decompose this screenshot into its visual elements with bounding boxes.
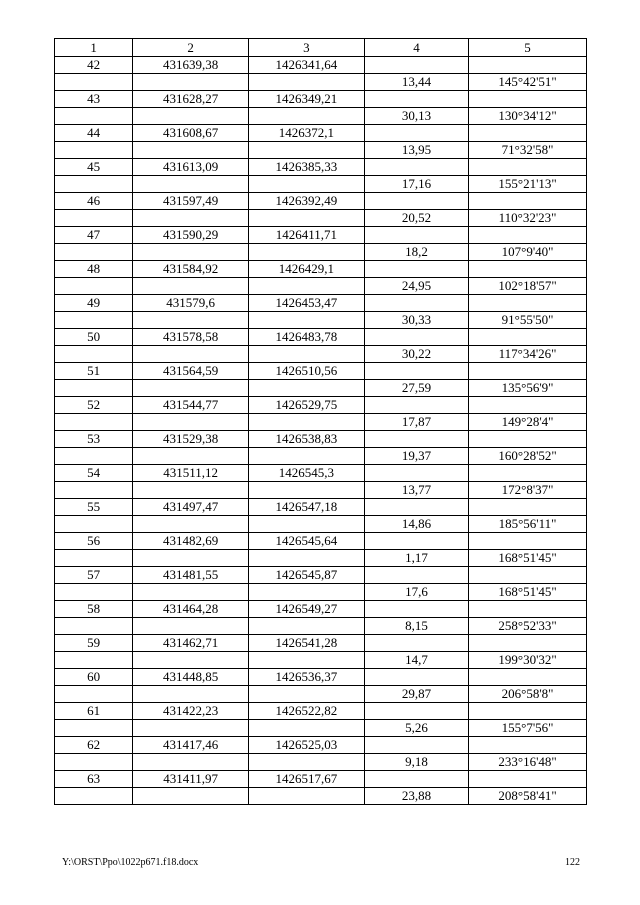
y-coordinate-cell: 1426372,1 [249, 125, 365, 142]
table-row [55, 584, 587, 601]
empty-cell [469, 397, 587, 414]
table-row [55, 312, 587, 329]
empty-cell [55, 686, 133, 703]
x-coordinate-cell: 431497,47 [133, 499, 249, 516]
y-coordinate-cell: 1426385,33 [249, 159, 365, 176]
empty-cell [133, 74, 249, 91]
empty-cell [249, 584, 365, 601]
coordinates-table [54, 38, 587, 805]
table-row [55, 414, 587, 431]
empty-cell [133, 482, 249, 499]
point-number-cell: 63 [55, 771, 133, 788]
empty-cell [469, 703, 587, 720]
y-coordinate-cell: 1426545,3 [249, 465, 365, 482]
empty-cell [364, 159, 468, 176]
distance-cell: 19,37 [364, 448, 468, 465]
distance-cell: 30,33 [364, 312, 468, 329]
point-number-cell: 55 [55, 499, 133, 516]
empty-cell [364, 567, 468, 584]
empty-cell [249, 652, 365, 669]
y-coordinate-cell: 1426411,71 [249, 227, 365, 244]
empty-cell [249, 618, 365, 635]
empty-cell [249, 482, 365, 499]
empty-cell [469, 227, 587, 244]
distance-cell: 13,44 [364, 74, 468, 91]
empty-cell [249, 278, 365, 295]
empty-cell [249, 176, 365, 193]
empty-cell [249, 448, 365, 465]
header-cell-4: 4 [364, 39, 468, 57]
y-coordinate-cell: 1426545,64 [249, 533, 365, 550]
empty-cell [55, 550, 133, 567]
empty-cell [249, 74, 365, 91]
point-number-cell: 46 [55, 193, 133, 210]
empty-cell [249, 516, 365, 533]
empty-cell [133, 448, 249, 465]
empty-cell [364, 193, 468, 210]
distance-cell: 5,26 [364, 720, 468, 737]
table-row [55, 482, 587, 499]
empty-cell [364, 91, 468, 108]
table-row [55, 125, 587, 142]
x-coordinate-cell: 431584,92 [133, 261, 249, 278]
x-coordinate-cell: 431511,12 [133, 465, 249, 482]
table-row [55, 669, 587, 686]
table-row [55, 210, 587, 227]
table-row [55, 516, 587, 533]
table-row [55, 550, 587, 567]
empty-cell [249, 550, 365, 567]
empty-cell [364, 771, 468, 788]
empty-cell [469, 159, 587, 176]
bearing-angle-cell: 145°42'51" [469, 74, 587, 91]
empty-cell [133, 414, 249, 431]
empty-cell [249, 312, 365, 329]
x-coordinate-cell: 431422,23 [133, 703, 249, 720]
table-row [55, 788, 587, 805]
table-row [55, 431, 587, 448]
empty-cell [133, 618, 249, 635]
y-coordinate-cell: 1426541,28 [249, 635, 365, 652]
header-cell-3: 3 [249, 39, 365, 57]
y-coordinate-cell: 1426522,82 [249, 703, 365, 720]
empty-cell [55, 176, 133, 193]
distance-cell: 24,95 [364, 278, 468, 295]
y-coordinate-cell: 1426483,78 [249, 329, 365, 346]
empty-cell [469, 193, 587, 210]
empty-cell [133, 516, 249, 533]
empty-cell [55, 448, 133, 465]
empty-cell [133, 380, 249, 397]
distance-cell: 30,22 [364, 346, 468, 363]
table-row [55, 771, 587, 788]
bearing-angle-cell: 199°30'32" [469, 652, 587, 669]
table-row [55, 74, 587, 91]
table-row [55, 465, 587, 482]
bearing-angle-cell: 172°8'37" [469, 482, 587, 499]
x-coordinate-cell: 431597,49 [133, 193, 249, 210]
empty-cell [364, 227, 468, 244]
empty-cell [55, 482, 133, 499]
y-coordinate-cell: 1426392,49 [249, 193, 365, 210]
empty-cell [364, 669, 468, 686]
x-coordinate-cell: 431464,28 [133, 601, 249, 618]
point-number-cell: 43 [55, 91, 133, 108]
x-coordinate-cell: 431590,29 [133, 227, 249, 244]
point-number-cell: 53 [55, 431, 133, 448]
y-coordinate-cell: 1426538,83 [249, 431, 365, 448]
empty-cell [469, 261, 587, 278]
table-row [55, 176, 587, 193]
table-row [55, 448, 587, 465]
point-number-cell: 50 [55, 329, 133, 346]
empty-cell [364, 533, 468, 550]
bearing-angle-cell: 206°58'8" [469, 686, 587, 703]
distance-cell: 9,18 [364, 754, 468, 771]
bearing-angle-cell: 107°9'40" [469, 244, 587, 261]
distance-cell: 13,95 [364, 142, 468, 159]
empty-cell [55, 380, 133, 397]
table-row [55, 261, 587, 278]
distance-cell: 29,87 [364, 686, 468, 703]
y-coordinate-cell: 1426510,56 [249, 363, 365, 380]
empty-cell [364, 329, 468, 346]
empty-cell [133, 686, 249, 703]
empty-cell [133, 754, 249, 771]
x-coordinate-cell: 431564,59 [133, 363, 249, 380]
table-row [55, 329, 587, 346]
empty-cell [55, 108, 133, 125]
empty-cell [55, 210, 133, 227]
point-number-cell: 47 [55, 227, 133, 244]
bearing-angle-cell: 102°18'57" [469, 278, 587, 295]
distance-cell: 23,88 [364, 788, 468, 805]
empty-cell [469, 363, 587, 380]
y-coordinate-cell: 1426536,37 [249, 669, 365, 686]
empty-cell [249, 210, 365, 227]
distance-cell: 13,77 [364, 482, 468, 499]
empty-cell [133, 210, 249, 227]
empty-cell [55, 652, 133, 669]
empty-cell [469, 499, 587, 516]
table-row [55, 193, 587, 210]
table-row [55, 295, 587, 312]
empty-cell [55, 414, 133, 431]
empty-cell [469, 669, 587, 686]
table-row [55, 91, 587, 108]
empty-cell [55, 346, 133, 363]
table-row [55, 754, 587, 771]
empty-cell [469, 91, 587, 108]
point-number-cell: 58 [55, 601, 133, 618]
bearing-angle-cell: 208°58'41" [469, 788, 587, 805]
table-row [55, 499, 587, 516]
distance-cell: 14,7 [364, 652, 468, 669]
point-number-cell: 61 [55, 703, 133, 720]
point-number-cell: 52 [55, 397, 133, 414]
point-number-cell: 60 [55, 669, 133, 686]
table-row [55, 57, 587, 74]
empty-cell [55, 788, 133, 805]
distance-cell: 8,15 [364, 618, 468, 635]
table-row [55, 244, 587, 261]
empty-cell [133, 584, 249, 601]
x-coordinate-cell: 431608,67 [133, 125, 249, 142]
bearing-angle-cell: 233°16'48" [469, 754, 587, 771]
empty-cell [364, 737, 468, 754]
empty-cell [55, 516, 133, 533]
empty-cell [469, 329, 587, 346]
y-coordinate-cell: 1426525,03 [249, 737, 365, 754]
x-coordinate-cell: 431462,71 [133, 635, 249, 652]
distance-cell: 14,86 [364, 516, 468, 533]
y-coordinate-cell: 1426517,67 [249, 771, 365, 788]
empty-cell [364, 499, 468, 516]
point-number-cell: 42 [55, 57, 133, 74]
empty-cell [133, 176, 249, 193]
x-coordinate-cell: 431628,27 [133, 91, 249, 108]
empty-cell [364, 601, 468, 618]
point-number-cell: 45 [55, 159, 133, 176]
empty-cell [55, 312, 133, 329]
empty-cell [55, 278, 133, 295]
empty-cell [133, 652, 249, 669]
empty-cell [249, 414, 365, 431]
table-row [55, 533, 587, 550]
empty-cell [469, 431, 587, 448]
x-coordinate-cell: 431417,46 [133, 737, 249, 754]
empty-cell [249, 686, 365, 703]
table-row [55, 397, 587, 414]
empty-cell [133, 788, 249, 805]
y-coordinate-cell: 1426549,27 [249, 601, 365, 618]
empty-cell [55, 618, 133, 635]
empty-cell [55, 754, 133, 771]
table-row [55, 278, 587, 295]
x-coordinate-cell: 431411,97 [133, 771, 249, 788]
x-coordinate-cell: 431639,38 [133, 57, 249, 74]
empty-cell [469, 635, 587, 652]
header-cell-1: 1 [55, 39, 133, 57]
table-row [55, 601, 587, 618]
table-header-row [55, 39, 587, 57]
point-number-cell: 48 [55, 261, 133, 278]
header-cell-5: 5 [469, 39, 587, 57]
empty-cell [469, 771, 587, 788]
bearing-angle-cell: 135°56'9" [469, 380, 587, 397]
x-coordinate-cell: 431529,38 [133, 431, 249, 448]
distance-cell: 27,59 [364, 380, 468, 397]
empty-cell [469, 567, 587, 584]
x-coordinate-cell: 431544,77 [133, 397, 249, 414]
bearing-angle-cell: 130°34'12" [469, 108, 587, 125]
empty-cell [133, 278, 249, 295]
empty-cell [133, 142, 249, 159]
empty-cell [364, 57, 468, 74]
empty-cell [364, 295, 468, 312]
x-coordinate-cell: 431613,09 [133, 159, 249, 176]
bearing-angle-cell: 185°56'11" [469, 516, 587, 533]
distance-cell: 18,2 [364, 244, 468, 261]
empty-cell [133, 244, 249, 261]
empty-cell [133, 108, 249, 125]
y-coordinate-cell: 1426341,64 [249, 57, 365, 74]
bearing-angle-cell: 258°52'33" [469, 618, 587, 635]
empty-cell [55, 584, 133, 601]
empty-cell [133, 312, 249, 329]
empty-cell [364, 703, 468, 720]
empty-cell [249, 380, 365, 397]
point-number-cell: 56 [55, 533, 133, 550]
empty-cell [249, 142, 365, 159]
table-row [55, 108, 587, 125]
empty-cell [364, 397, 468, 414]
bearing-angle-cell: 117°34'26" [469, 346, 587, 363]
footer-page-number: 122 [565, 857, 580, 868]
distance-cell: 17,87 [364, 414, 468, 431]
y-coordinate-cell: 1426529,75 [249, 397, 365, 414]
empty-cell [469, 533, 587, 550]
distance-cell: 17,16 [364, 176, 468, 193]
table-row [55, 720, 587, 737]
empty-cell [55, 74, 133, 91]
x-coordinate-cell: 431481,55 [133, 567, 249, 584]
distance-cell: 20,52 [364, 210, 468, 227]
bearing-angle-cell: 110°32'23" [469, 210, 587, 227]
table-row [55, 227, 587, 244]
table-row [55, 737, 587, 754]
bearing-angle-cell: 149°28'4" [469, 414, 587, 431]
table-row [55, 346, 587, 363]
bearing-angle-cell: 155°7'56" [469, 720, 587, 737]
empty-cell [364, 431, 468, 448]
distance-cell: 17,6 [364, 584, 468, 601]
empty-cell [249, 754, 365, 771]
footer-file-path: Y:\ORST\Ppo\1022p671.f18.docx [62, 857, 199, 868]
empty-cell [364, 363, 468, 380]
point-number-cell: 59 [55, 635, 133, 652]
empty-cell [469, 465, 587, 482]
empty-cell [249, 346, 365, 363]
table-row [55, 703, 587, 720]
empty-cell [364, 125, 468, 142]
empty-cell [133, 550, 249, 567]
point-number-cell: 54 [55, 465, 133, 482]
distance-cell: 1,17 [364, 550, 468, 567]
point-number-cell: 51 [55, 363, 133, 380]
empty-cell [469, 125, 587, 142]
empty-cell [133, 346, 249, 363]
empty-cell [364, 635, 468, 652]
point-number-cell: 62 [55, 737, 133, 754]
empty-cell [249, 788, 365, 805]
y-coordinate-cell: 1426349,21 [249, 91, 365, 108]
y-coordinate-cell: 1426453,47 [249, 295, 365, 312]
table-row [55, 686, 587, 703]
table-row [55, 380, 587, 397]
table-row [55, 142, 587, 159]
x-coordinate-cell: 431448,85 [133, 669, 249, 686]
table-row [55, 635, 587, 652]
x-coordinate-cell: 431482,69 [133, 533, 249, 550]
empty-cell [364, 465, 468, 482]
empty-cell [469, 737, 587, 754]
empty-cell [249, 720, 365, 737]
empty-cell [364, 261, 468, 278]
y-coordinate-cell: 1426429,1 [249, 261, 365, 278]
empty-cell [55, 142, 133, 159]
bearing-angle-cell: 168°51'45" [469, 584, 587, 601]
empty-cell [55, 720, 133, 737]
table-row [55, 159, 587, 176]
empty-cell [55, 244, 133, 261]
empty-cell [249, 108, 365, 125]
y-coordinate-cell: 1426545,87 [249, 567, 365, 584]
y-coordinate-cell: 1426547,18 [249, 499, 365, 516]
header-cell-2: 2 [133, 39, 249, 57]
point-number-cell: 57 [55, 567, 133, 584]
empty-cell [249, 244, 365, 261]
bearing-angle-cell: 71°32'58" [469, 142, 587, 159]
x-coordinate-cell: 431578,58 [133, 329, 249, 346]
empty-cell [469, 57, 587, 74]
distance-cell: 30,13 [364, 108, 468, 125]
empty-cell [469, 601, 587, 618]
bearing-angle-cell: 155°21'13" [469, 176, 587, 193]
point-number-cell: 49 [55, 295, 133, 312]
empty-cell [469, 295, 587, 312]
bearing-angle-cell: 168°51'45" [469, 550, 587, 567]
table-row [55, 567, 587, 584]
empty-cell [133, 720, 249, 737]
table-row [55, 652, 587, 669]
table-row [55, 618, 587, 635]
bearing-angle-cell: 160°28'52" [469, 448, 587, 465]
bearing-angle-cell: 91°55'50" [469, 312, 587, 329]
x-coordinate-cell: 431579,6 [133, 295, 249, 312]
table-row [55, 363, 587, 380]
point-number-cell: 44 [55, 125, 133, 142]
